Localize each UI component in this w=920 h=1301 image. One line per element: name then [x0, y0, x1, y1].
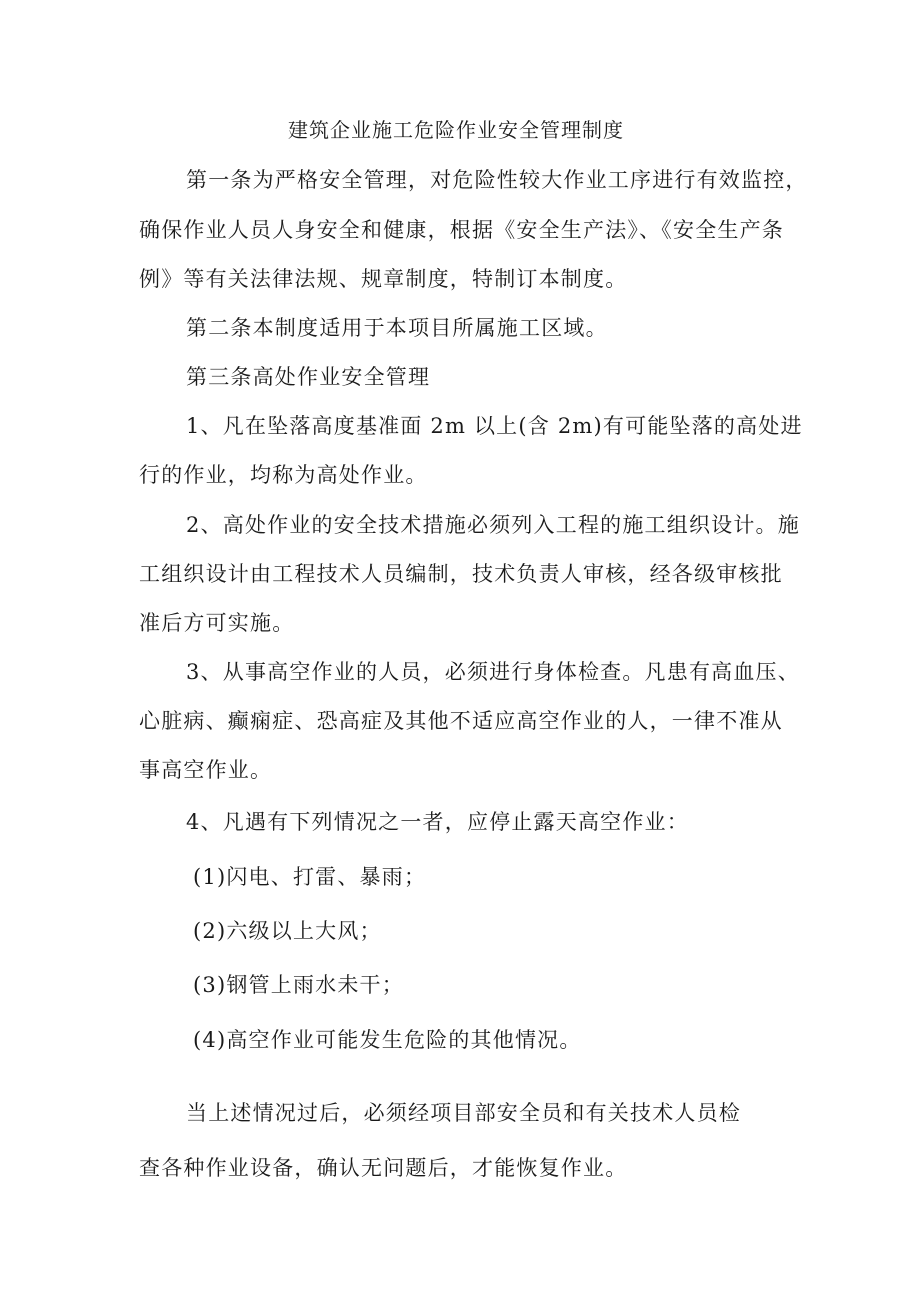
article1-line1: 第一条为严格安全管理，对危险性较大作业工序进行有效监控，: [186, 168, 808, 192]
item4-sub4: (4)高空作业可能发生危险的其他情况。: [193, 1028, 582, 1052]
item4-line1: 4、凡遇有下列情况之一者，应停止露天高空作业：: [186, 810, 689, 834]
article1-line2: 确保作业人员人身安全和健康，根据《安全生产法》、《安全生产条: [139, 218, 784, 242]
item1-line1: 1、凡在坠落高度基准面 2m 以上(含 2m)有可能坠落的高处进: [186, 414, 803, 438]
item1-line2: 行的作业，均称为高处作业。: [139, 463, 428, 487]
closing-line1: 当上述情况过后，必须经项目部安全员和有关技术人员检: [186, 1101, 741, 1125]
item4-sub2: (2)六级以上大风；: [193, 919, 382, 943]
item3-line3: 事高空作业。: [139, 758, 273, 782]
article3-heading: 第三条高处作业安全管理: [186, 365, 431, 389]
item2-line1: 2、高处作业的安全技术措施必须列入工程的施工组织设计。施: [186, 513, 800, 537]
document-title: 建筑企业施工危险作业安全管理制度: [288, 118, 624, 142]
article2: 第二条本制度适用于本项目所属施工区域。: [186, 316, 608, 340]
item2-line2: 工组织设计由工程技术人员编制，技术负责人审核，经各级审核批: [139, 562, 783, 586]
item4-sub1: (1)闪电、打雷、暴雨；: [193, 865, 427, 889]
item4-sub3: (3)钢管上雨水未干；: [193, 973, 404, 997]
item2-line3: 准后方可实施。: [139, 611, 295, 635]
closing-line2: 查各种作业设备，确认无问题后，才能恢复作业。: [139, 1156, 628, 1180]
item3-line2: 心脏病、癫痫症、恐高症及其他不适应高空作业的人，一律不准从: [139, 709, 783, 733]
article1-line3: 例》等有关法律法规、规章制度，特制订本制度。: [139, 267, 628, 291]
item3-line1: 3、从事高空作业的人员，必须进行身体检查。凡患有高血压、: [186, 660, 800, 684]
